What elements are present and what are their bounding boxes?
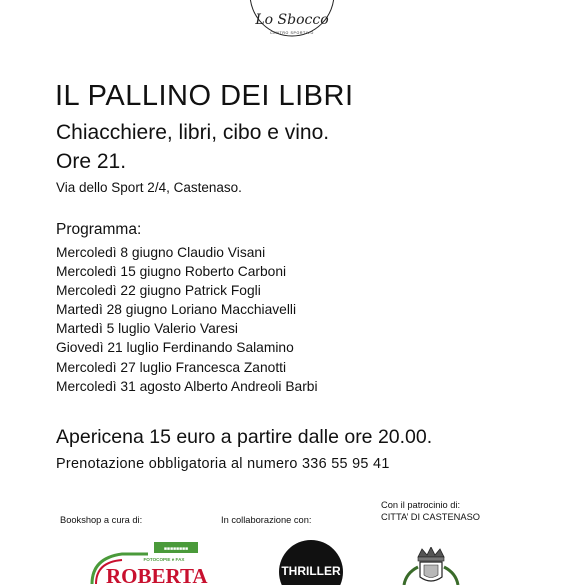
thriller-logo-wordmark: THRILLER (281, 564, 341, 578)
program-heading: Programma: (56, 221, 142, 238)
event-subtitle: Chiacchiere, libri, cibo e vino. (56, 121, 330, 144)
program-item: Martedì 28 giugno Loriano Macchiavelli (56, 302, 297, 318)
bookshop-label: Bookshop a cura di: (60, 515, 143, 525)
patronage-city: CITTA’ DI CASTENASO (381, 512, 481, 522)
logo-wordmark: Lo Sbocco (255, 12, 329, 28)
event-time: Ore 21. (56, 150, 127, 173)
roberta-logo-wordmark: ROBERTA (106, 564, 208, 585)
program-item: Mercoledì 31 agosto Alberto Andreoli Barbi (56, 378, 318, 394)
roberta-bookshop-logo (88, 540, 210, 585)
logo-subtext: CENTRO SPORTIVO (270, 31, 314, 35)
lo-sbocco-logo (246, 0, 338, 44)
collaboration-label: In collaborazione con: (221, 515, 312, 525)
booking-text: Prenotazione obbligatoria al numero 336 55 95 41 (56, 456, 390, 472)
program-item: Mercoledì 22 giugno Patrick Fogli (56, 283, 261, 299)
patronage-label: Con il patrocinio di: (381, 500, 461, 510)
program-item: Mercoledì 15 giugno Roberto Carboni (56, 264, 287, 280)
svg-text:■■■■■■■■: ■■■■■■■■ (163, 546, 189, 552)
program-item: Mercoledì 8 giugno Claudio Visani (56, 245, 266, 260)
thriller-logo (270, 540, 352, 585)
event-title: IL PALLINO DEI LIBRI (55, 80, 354, 112)
castenaso-coat-of-arms-icon (398, 547, 464, 585)
program-item: Mercoledì 27 luglio Francesca Zanotti (56, 359, 287, 375)
event-address: Via dello Sport 2/4, Castenaso. (56, 180, 242, 195)
program-item: Martedì 5 luglio Valerio Varesi (56, 321, 238, 337)
program-item: Giovedì 21 luglio Ferdinando Salamino (56, 340, 294, 356)
apericena-text: Apericena 15 euro a partire dalle ore 20.00. (56, 426, 433, 448)
roberta-logo-subtext: FOTOCOPIE e FAX (143, 557, 185, 562)
program-list (56, 243, 318, 396)
